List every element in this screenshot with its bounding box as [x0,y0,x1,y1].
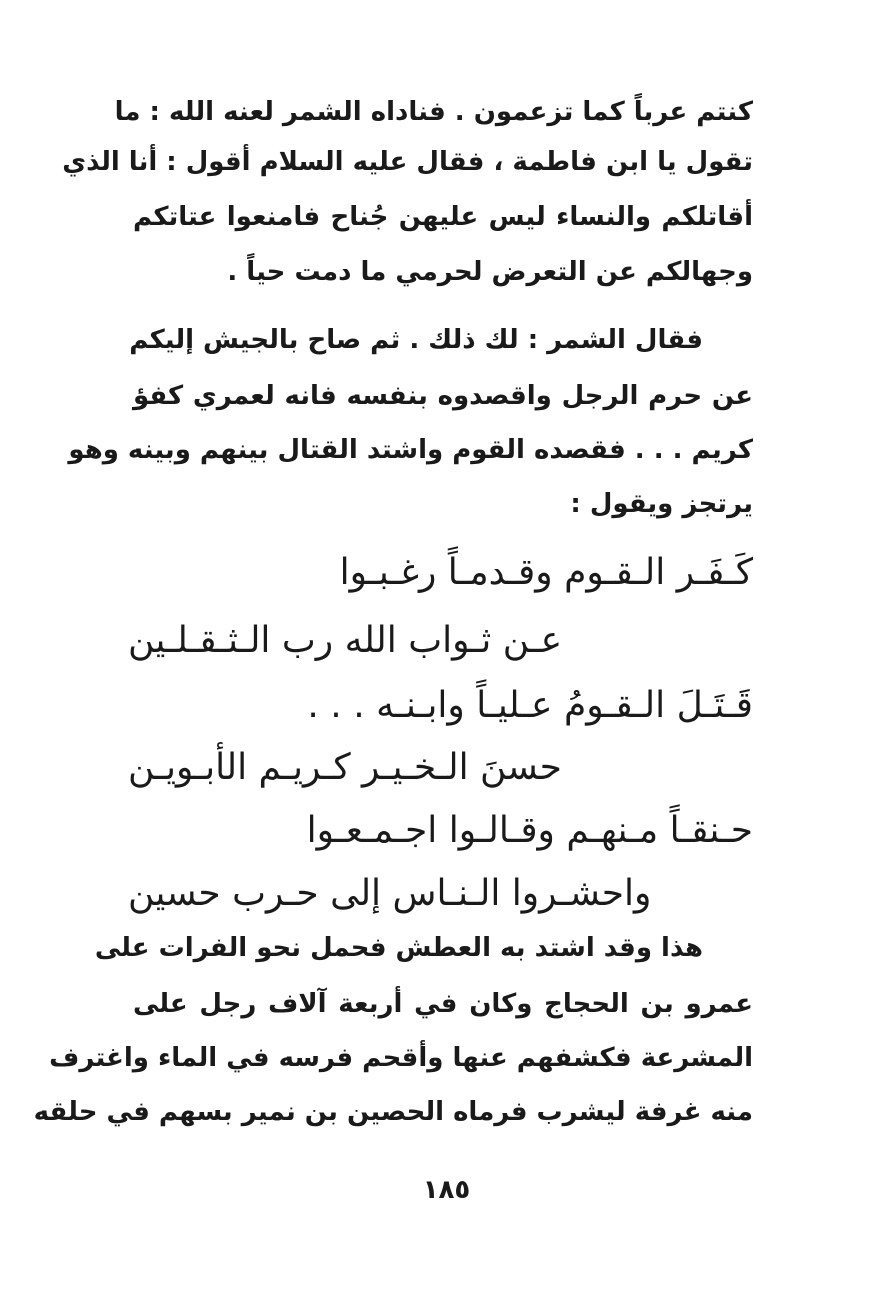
paragraph-1-line-1: كنتم عرباً كما تزعمون . فناداه الشمر لعنه الله : ما [114,97,753,127]
paragraph-2-line-1: فقال الشمر : لك ذلك . ثم صاح بالجيش إليكم [129,325,703,355]
poem-verse-5: حـنقـاً مـنهـم وقـالـوا اجـمـعـوا [306,810,753,851]
paragraph-2-line-3: كريم . . . فقصده القوم واشتد القتال بينهم وبينه وهو [68,435,753,465]
poem-verse-3: قَـتَـلَ الـقـومُ عـليـاً وابـنـه . . . [307,685,753,726]
paragraph-2-line-2: عن حرم الرجل واقصدوه بنفسه فانه لعمري كفؤ [133,381,753,411]
paragraph-1-line-4: وجهالكم عن التعرض لحرمي ما دمت حياً . [227,257,753,287]
poem-verse-6: واحشـروا الـنـاس إلى حـرب حسين [128,873,652,914]
paragraph-2-line-4: يرتجز ويقول : [570,489,753,519]
poem-verse-4: حسنَ الـخـيـر كـريـم الأبـويـن [128,747,562,788]
poem-verse-1: كَـفَـر الـقـوم وقـدمـاً رغـبـوا [339,552,753,593]
paragraph-1-line-2: تقول يا ابن فاطمة ، فقال عليه السلام أقول : أنا الذي [62,147,753,177]
paragraph-3-line-4: منه غرفة ليشرب فرماه الحصين بن نمير بسهم في حلقه [33,1097,753,1127]
page-number: ١٨٥ [422,1175,471,1205]
paragraph-1-line-3: أقاتلكم والنساء ليس عليهن جُناح فامنعوا عتاتكم [133,202,753,232]
poem-verse-2: عـن ثـواب الله رب الـثـقـلـين [128,620,563,661]
paragraph-3-line-2: عمرو بن الحجاج وكان في أربعة آلاف رجل على [133,989,753,1019]
paragraph-3-line-3: المشرعة فكشفهم عنها وأقحم فرسه في الماء واغترف [49,1043,753,1073]
paragraph-3-line-1: هذا وقد اشتد به العطش فحمل نحو الفرات على [94,933,703,963]
